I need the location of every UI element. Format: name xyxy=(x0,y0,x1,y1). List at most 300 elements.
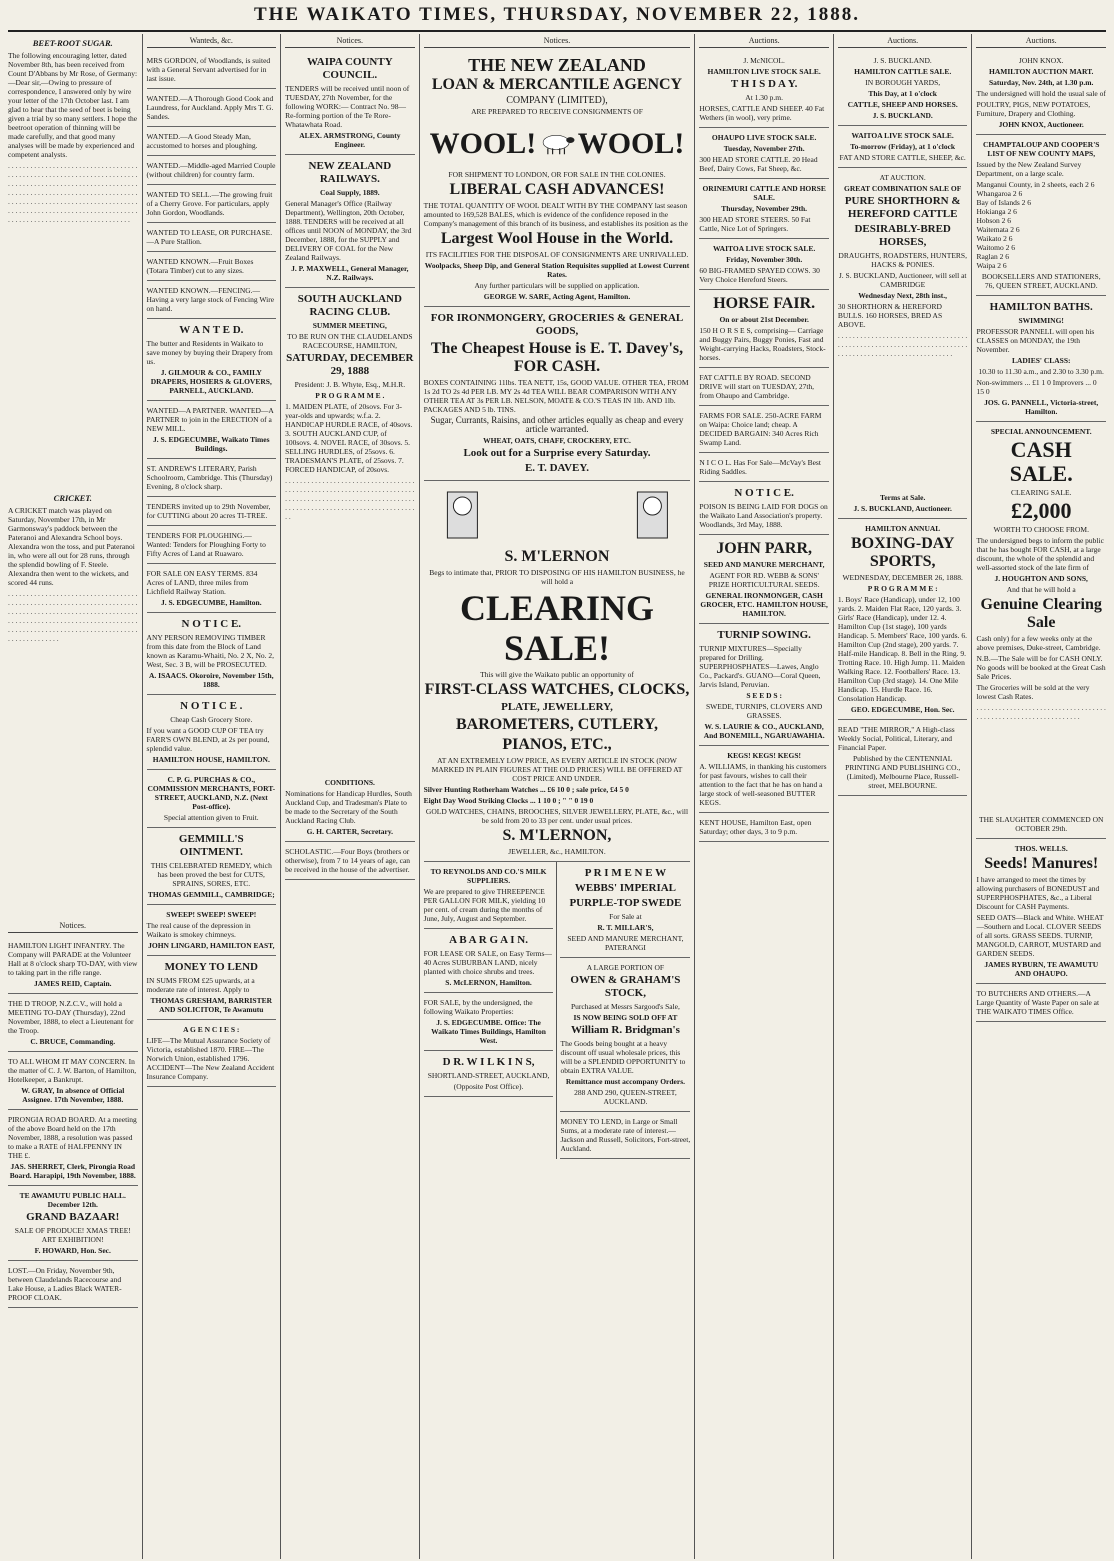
ad-title: GREAT COMBINATION SALE OF xyxy=(844,184,962,193)
ad-text: DRAUGHTS, ROADSTERS, HUNTERS, HACKS & PONIES. xyxy=(838,251,967,269)
baths-ad xyxy=(976,296,1106,422)
ohaupo-ad xyxy=(699,128,829,179)
ad-title: D R. W I L K I N S, xyxy=(442,1056,535,1068)
ad-date: Thursday, November 29th. xyxy=(721,204,808,213)
ad-title: N O T I C E. xyxy=(734,487,794,499)
ad-title: W A N T E D. xyxy=(179,324,244,336)
ad-signature: Special attention given to Fruit. xyxy=(163,813,259,822)
ad-amount-caption: WORTH TO CHOOSE FROM. xyxy=(993,525,1089,534)
ad-title: WAIPA COUNTY COUNCIL. xyxy=(306,56,393,81)
davey-ad xyxy=(424,307,691,481)
ad-text: WANTED KNOWN.—Fruit Boxes (Totara Timber) cut to any sizes. xyxy=(146,257,254,275)
ad-signature: S. M'LERNON, xyxy=(502,827,612,844)
ointment-ad xyxy=(147,828,277,905)
wool-left: WOOL! xyxy=(429,126,537,160)
ad-signature: GEO. EDGECUMBE, Hon. Sec. xyxy=(850,705,955,714)
watches-heading: FIRST-CLASS WATCHES, CLOCKS, xyxy=(424,681,690,698)
bazaar-venue: TE AWAMUTU PUBLIC HALL. December 12th. xyxy=(19,1191,126,1209)
cash-advances-heading: LIBERAL CASH ADVANCES! xyxy=(449,181,665,198)
price-row: Silver Hunting Rotherham Watches ... £6 10 0 ; sale price, £4 5 0 xyxy=(423,785,629,794)
ad-text: THE SLAUGHTER COMMENCED ON OCTOBER 29th. xyxy=(979,815,1104,833)
ad-officials: President: J. B. Whyte, Esq., M.H.R. xyxy=(294,380,406,389)
ad-title: MONEY TO LEND xyxy=(164,961,258,973)
ad-title: S. M'LERNON xyxy=(504,548,610,565)
ad-text: POULTRY, PIGS, NEW POTATOES, Furniture, Drapery and Clothing. xyxy=(976,100,1091,118)
ad-title: CHAMPTALOUP AND COOPER'S LIST OF NEW COUNTY MAPS, xyxy=(982,140,1100,158)
ad-title: JOHN PARR, xyxy=(716,540,812,557)
map-list-item: Waipa 2 6 xyxy=(976,261,1007,270)
ad-title: SOUTH AUCKLAND RACING CLUB. xyxy=(297,293,402,318)
auctions-heading: Auctions. xyxy=(699,36,829,48)
ad-text: FOR SALE ON EASY TERMS. 834 Acres of LAND, three miles from Lichfield Railway Station. xyxy=(146,569,258,596)
ad-signature: JAMES RYBURN, TE AWAMUTU AND OHAUPO. xyxy=(984,960,1099,978)
ad-text: 60 BIG-FRAMED SPAYED COWS. 30 Very Choice Hereford Steers. xyxy=(699,266,820,284)
money-lend-ad xyxy=(560,1112,690,1159)
turnip-ad xyxy=(699,624,829,746)
bankrupt-notice xyxy=(8,1052,138,1110)
notice-text: PIRONGIA ROAD BOARD. At a meeting of the above Board held on the 17th November, 1888, a resolution was passed to make a RATE of HALFPENNY IN THE £. xyxy=(8,1115,137,1160)
ad-text: THIS CELEBRATED REMEDY, which has been proved the best for CUTS, SPRAINS, SORES, ETC. xyxy=(150,861,272,888)
literary-ad xyxy=(147,459,277,497)
ad-date: T H I S D A Y. xyxy=(730,78,798,90)
parr-ad xyxy=(699,535,829,624)
ad-date: On or about 21st December. xyxy=(719,315,809,324)
purchas-ad xyxy=(147,770,277,828)
ad-signature: J. P. MAXWELL, General Manager, N.Z. Railways. xyxy=(291,264,409,282)
notice-text: HAMILTON LIGHT INFANTRY. The Company will PARADE at the Volunteer Hall at 8 o'clock sharp TO-DAY, with view to taking part in the rifle range. xyxy=(8,941,138,977)
ad-subtitle: SWIMMING! xyxy=(1018,316,1064,325)
ad-text: GOLD WATCHES, CHAINS, BROOCHES, SILVER JEWELLERY, PLATE, &c., will be sold from 20 to 33 per cent. under usual prices. xyxy=(425,807,689,825)
price-row: Eight Day Wood Striking Clocks ... 1 10 0 ; " " 0 19 0 xyxy=(423,796,594,805)
ad-text: TURNIP MIXTURES—Specially prepared for Drilling. SUPERPHOSPHATES—Lawes, Anglo Co., Packard's. GUANO—Coral Queen, Jarvis Island, Peruvian. xyxy=(699,644,821,689)
ad-text: WANTED—A PARTNER. WANTED—A PARTNER to join in the ERECTION of a NEW MILL. xyxy=(146,406,274,433)
ad-text: TENDERS invited up to 29th November, for CUTTING about 20 acres TI-TREE. xyxy=(146,502,271,520)
cricket-article: A CRICKET match was played on Saturday, November 17th, in Mr Garmonsway's paddock between the Pateranoi and Alexandra School boys. Alexandra won the toss, and put Pateranoi in, who were all out for 28 runs, through the splendid bowling of F. Steele. Alexandra then went to the wickets, and scored 44 runs. xyxy=(8,506,135,587)
waitoa-ad xyxy=(699,239,829,290)
ad-date: Friday, November 30th. xyxy=(726,255,803,264)
ad-text: WANTED KNOWN.—FENCING.—Having a very large stock of Fencing Wire on hand. xyxy=(146,286,275,313)
wilkins-ad xyxy=(424,1051,554,1097)
ad-text: Sugar, Currants, Raisins, and other articles equally as cheap and every article warranted. xyxy=(430,415,684,434)
ad-text: Woolpacks, Sheep Dip, and General Station Requisites supplied at Lowest Current Rates. xyxy=(424,261,690,279)
wells-ad xyxy=(976,839,1106,984)
wanted-ad xyxy=(147,281,277,319)
ad-date: WEDNESDAY, DECEMBER 26, 1888. xyxy=(842,573,963,582)
ad-text: C. P. G. PURCHAS & CO., COMMISSION MERCHANTS, FORT-STREET, AUCKLAND, N.Z. (Next Post-office). xyxy=(147,775,276,811)
ad-title: THE NEW ZEALAND xyxy=(468,55,646,75)
wool-banner xyxy=(424,118,691,168)
bridgman-ad xyxy=(560,958,690,1112)
ad-venue: IN BOROUGH YARDS, xyxy=(865,78,941,87)
ad-text: N.B.—The Sale will be for CASH ONLY. No goods will be booked at the Great Cash Sale Prices. xyxy=(976,654,1106,681)
ad-title-2: LOAN & MERCANTILE AGENCY xyxy=(431,76,683,93)
ad-date: Tuesday, November 27th. xyxy=(723,144,805,153)
millar-ad xyxy=(560,862,690,958)
map-list-item: Bay of Islands 2 6 xyxy=(976,198,1032,207)
ad-text: FAT CATTLE BY ROAD. SECOND DRIVE will start on TUESDAY, 27th, from Ohaupo and Cambridge. xyxy=(699,373,815,400)
ad-address: 288 AND 290, QUEEN-STREET, AUCKLAND. xyxy=(574,1088,677,1106)
ad-text: 150 H O R S E S, comprising— Carriage and Buggy Pairs, Buggy Ponies, Fast and Weight-carrying Hacks, Roadsters, Stock-horses. xyxy=(699,326,826,362)
notices-heading: Notices. xyxy=(8,921,138,933)
maps-list xyxy=(976,180,1106,270)
ad-text: 300 HEAD STORE STEERS. 50 Fat Cattle, Nice Lot of Springers. xyxy=(699,215,811,233)
ad-address: SHORTLAND-STREET, AUCKLAND, xyxy=(427,1071,550,1080)
ad-text: And that he will hold a xyxy=(1006,585,1076,594)
properties-ad xyxy=(424,993,554,1051)
ad-title: ORINEMURI CATTLE AND HORSE SALE. xyxy=(702,184,826,202)
railways-ad xyxy=(285,155,415,288)
wanted-ad xyxy=(147,89,277,127)
ad-signature: JOS. G. PANNELL, Victoria-street, Hamilton. xyxy=(984,398,1099,416)
poison-notice xyxy=(699,482,829,535)
ad-signature: J. GILMOUR & CO., FAMILY DRAPERS, HOSIERS & GLOVERS, PARNELL, AUCKLAND. xyxy=(150,368,272,395)
ad-text: AT AN EXTREMELY LOW PRICE, AS EVERY ARTICLE IN STOCK (NOW MARKED IN PLAIN FIGURES AT THE OLD PRICES) WILL BE OFFERED AT COST PRICE AND UNDER. xyxy=(431,756,683,783)
ad-title: HAMILTON LIVE STOCK SALE. xyxy=(707,67,821,76)
programme-filler: . . . . . . . . . . . . . . . . . . . . . . . . . . . . . . . . . . . . . . . . . . . . . . . . . . . . . . . . . . . . . . . . . . . . . . . . . . . . . . . . . . . . . . . . . . . . . . . . . . . . . . . . . . . . . . . . . . . . . . . . . . . . . . . . . . . . . . . . . . . . . . xyxy=(285,476,415,521)
ad-signature: J. S. BUCKLAND. xyxy=(872,111,933,120)
gilmour-ad xyxy=(147,319,277,401)
ad-text: The Groceries will be sold at the very lowest Cash Rates. xyxy=(976,683,1090,701)
column-2 xyxy=(143,34,282,1559)
timber-notice xyxy=(147,613,277,695)
ad-signature: ALEX. ARMSTRONG, County Engineer. xyxy=(299,131,401,149)
beet-article: The following encouraging letter, dated November 8th, has been received from Count D'Abbans by Mr Rose, of Germany:—Dear sir,—Owing to pressure of correspondence, I answered only by wire your letter of the 17th October last. I am glad to hear that the seed of beet is being given a trial by so many settlers. I hope the beetroot operation of thinning will be made carefully, and that good many analyses will be made by experienced and competent analysts. xyxy=(8,51,138,159)
ad-text: FARMS FOR SALE. 250-ACRE FARM on Waipa: Choice land; cheap. A DECIDED BARGAIN: 340 Acres Rich Swamp Land. xyxy=(699,411,822,447)
ad-signature: J. S. EDGECUMBE, Waikato Times Buildings. xyxy=(153,435,270,453)
farms-ad xyxy=(699,406,829,453)
waitoa-buckland-ad xyxy=(838,126,968,168)
wanted-ad xyxy=(147,185,277,223)
barometers-heading: BAROMETERS, CUTLERY, xyxy=(455,716,658,733)
ad-title: HORSE FAIR. xyxy=(713,295,816,312)
ad-text: FOR LEASE OR SALE, on Easy Terms—40 Acres SUBURBAN LAND, nicely planted with choice shrubs and trees. xyxy=(423,949,552,976)
wanted-ad xyxy=(147,156,277,185)
ploughing-ad xyxy=(147,526,277,564)
ad-auctioneer: J. S. BUCKLAND. xyxy=(873,56,932,65)
ad-text: LADIES' CLASS: xyxy=(1011,356,1071,365)
map-list-item: Hobson 2 6 xyxy=(976,216,1012,225)
ad-title: TURNIP SOWING. xyxy=(717,629,811,641)
boxing-day-ad xyxy=(838,519,968,720)
ad-title: WAITOA LIVE STOCK SALE. xyxy=(713,244,816,253)
kegs-ad xyxy=(699,746,829,813)
ad-title: HAMILTON BATHS. xyxy=(989,301,1093,313)
ad-signature: Published by the CENTENNIAL PRINTING AND PUBLISHING CO., (Limited), Melbourne Place, Russell-street, MELBOURNE. xyxy=(845,754,961,790)
ad-amount: £2,000 xyxy=(1010,498,1072,523)
ad-title-3: DESIRABLY-BRED HORSES, xyxy=(854,223,951,248)
ad-text: General Manager's Office (Railway Department), Wellington, 20th October, 1888. TENDERS will be received at all offices until NOON of MONDAY, the 3rd December, 1888, for the SUPPLY and DELIVERY OF COAL for the New Zealand Railways. xyxy=(285,199,412,262)
ad-title: HAMILTON AUCTION MART. xyxy=(989,67,1094,76)
cricket-filler: . . . . . . . . . . . . . . . . . . . . . . . . . . . . . . . . . . . . . . . . . . . . . . . . . . . . . . . . . . . . . . . . . . . . . . . . . . . . . . . . . . . . . . . . . . . . . . . . . . . . . . . . . . . . . . . . . . . . . . . . . . . . . . . . . . . . . . . . . . . . . . . . . . . . . . . . . . . . . . . . . . . . . . . . . . . . . . . . . . . . . . . . . . . . . xyxy=(8,589,138,643)
ad-auctioneer: JOHN KNOX. xyxy=(1018,56,1064,65)
ad-signature: G. H. CARTER, Secretary. xyxy=(306,827,394,836)
ad-text: A. WILLIAMS, in thanking his customers for past favours, wishes to call their attention to the fact that he has on hand a large stock of well-seasoned BUTTER KEGS. xyxy=(699,762,827,807)
mcnicol-ad xyxy=(699,51,829,128)
horse-fair-ad xyxy=(699,290,829,368)
combination-filler: . . . . . . . . . . . . . . . . . . . . . . . . . . . . . . . . . . . . . . . . . . . . . . . . . . . . . . . . . . . . . . . . . . . . . . . . . . . . . . . . . . . . . . . . . . . . . . . . . . . . . xyxy=(837,331,968,358)
ad-text: FOR SHIPMENT TO LONDON, OR FOR SALE IN THE COLONIES. xyxy=(448,170,666,179)
ad-title: A B A R G A I N. xyxy=(449,934,528,946)
d-troop-notice xyxy=(8,994,138,1052)
ad-title: SWEEP! SWEEP! SWEEP! xyxy=(166,910,257,919)
ad-intro: ARE PREPARED TO RECEIVE CONSIGNMENTS OF xyxy=(471,107,643,116)
ad-text: Begs to intimate that, PRIOR TO DISPOSING OF HIS HAMILTON BUSINESS, he will hold a xyxy=(429,568,685,586)
mirror-ad xyxy=(838,720,968,796)
ad-text: MRS GORDON, of Woodlands, is suited with a General Servant advertised for in last issue. xyxy=(146,56,271,83)
ad-text: FOR SALE, by the undersigned, the following Waikato Properties: xyxy=(423,998,533,1016)
ad-text: N I C O L. Has For Sale—McVay's Best Riding Saddles. xyxy=(699,458,821,476)
conditions-heading: CONDITIONS. xyxy=(324,778,375,787)
ad-text: I have arranged to meet the times by allowing purchasers of BONEDUST and SUPERPHOSPHATES, &c., a Liberal Discount for CASH Payments. xyxy=(976,875,1100,911)
ad-title: A G E N C I E S : xyxy=(183,1025,240,1034)
notice-signature: JAMES REID, Captain. xyxy=(34,979,112,988)
wanted-ad xyxy=(147,223,277,252)
notice-signature: F. HOWARD, Hon. Sec. xyxy=(34,1246,111,1255)
saddles-ad xyxy=(699,453,829,482)
map-list-item: Waikato 2 6 xyxy=(976,234,1013,243)
ad-text: THE TOTAL QUANTITY OF WOOL DEALT WITH BY THE COMPANY last season amounted to 169,528 BALES, which is evidence of the confidence reposed in the Company's management of this branch of its business, and establishes its position as the xyxy=(423,201,688,228)
beet-heading: BEET-ROOT SUGAR. xyxy=(32,38,113,48)
ad-text: This will give the Waikato public an opportunity of xyxy=(480,670,634,679)
ad-text: WANTED TO SELL.—The growing fruit of a Cherry Grove. For particulars, apply John Gordon, Woodlands. xyxy=(146,190,273,217)
ad-signature: HAMILTON HOUSE, HAMILTON. xyxy=(152,755,270,764)
ad-text: TENDERS will be received until noon of TUESDAY, 27th November, for the following WORK:— Contract No. 98—Re-forming portion of the Te Rore-Whatawhata Road. xyxy=(285,84,410,129)
ad-signature: GEORGE W. SARE, Acting Agent, Hamilton. xyxy=(483,292,631,301)
ad-signature: JOHN LINGARD, HAMILTON EAST, xyxy=(148,941,275,950)
notice-signature: W. GRAY, In absence of Official Assignee. 17th November, 1888. xyxy=(21,1086,125,1104)
ad-title-2: PURE SHORTHORN & HEREFORD CATTLE xyxy=(844,195,961,220)
ad-signature: THOMAS GEMMILL, CAMBRIDGE; xyxy=(147,890,275,899)
ad-subtitle: SEED AND MANURE MERCHANT, xyxy=(703,560,825,569)
nz-loan-ad xyxy=(424,51,691,307)
ad-signature: J. S. EDGECUMBE, Hamilton. xyxy=(160,598,262,607)
ad-time: At 1.30 p.m. xyxy=(745,93,784,102)
ad-text: FAT AND STORE CATTLE, SHEEP, &c. xyxy=(839,153,966,162)
ad-text: J. S. BUCKLAND, Auctioneer, will sell at CAMBRIDGE xyxy=(838,271,967,289)
ad-date: Wednesday Next, 28th inst., xyxy=(858,291,948,300)
ad-text: Any further particulars will be supplied on application. xyxy=(474,281,640,290)
ad-title: OWEN & GRAHAM'S STOCK, xyxy=(570,974,681,999)
cricket-heading: CRICKET. xyxy=(53,493,92,503)
auctions-heading: Auctions. xyxy=(838,36,968,48)
pirongia-notice xyxy=(8,1110,138,1186)
sweep-ad xyxy=(147,905,277,956)
surprise-heading: Look out for a Surprise every Saturday. xyxy=(463,447,651,459)
ad-text: 300 HEAD STORE CATTLE. 20 Head Beef, Dairy Cows, Fat Sheep, &c. xyxy=(699,155,818,173)
ad-text: The Goods being bought at a heavy discount off usual wholesale prices, this will be a SPLENDID OPPORTUNITY to obtain EXTRA VALUE. xyxy=(560,1039,686,1075)
ad-signature: S. McLERNON, Hamilton. xyxy=(445,978,532,987)
ad-text: PROFESSOR PANNELL will open his CLASSES on MONDAY, the 19th November. xyxy=(976,327,1095,354)
ad-signature: BOOKSELLERS AND STATIONERS, 76, QUEEN STREET, AUCKLAND. xyxy=(981,272,1101,290)
notice-text: TO ALL WHOM IT MAY CONCERN. In the matter of C. J. W. Barton, of Hamilton, Hotelkeeper, a Bankrupt. xyxy=(8,1057,137,1084)
grocery-notice xyxy=(147,695,277,770)
racing-club-ad xyxy=(285,288,415,842)
pianos-heading: PIANOS, ETC., xyxy=(502,736,612,753)
ad-signature: E. T. DAVEY. xyxy=(524,462,590,474)
lower-left xyxy=(424,862,558,1159)
map-list-item: Whangaroa 2 6 xyxy=(976,189,1023,198)
ad-title: GEMMILL'S OINTMENT. xyxy=(178,833,244,858)
ad-text: ITS FACILITIES FOR THE DISPOSAL OF CONSIGNMENTS ARE UNRIVALLED. xyxy=(425,250,689,259)
ad-text: IN SUMS FROM £25 upwards, at a moderate rate of interest. Apply to xyxy=(146,976,255,994)
ad-text: CATTLE, SHEEP AND HORSES. xyxy=(847,100,958,109)
lost-notice xyxy=(8,1261,138,1308)
ad-text: ANY PERSON REMOVING TIMBER from this date from the Block of Land known as Karamu-Whaiti, No. 2 X, No. 2, West, Sec. 3 B, will be PROSECUTED. xyxy=(146,633,275,669)
ad-text: ST. ANDREW'S LITERARY, Parish Schoolroom, Cambridge. This (Thursday) Evening, 8 o'clock sharp. xyxy=(146,464,273,491)
ad-text: (Opposite Post Office). xyxy=(453,1082,524,1091)
ad-title: KEGS! KEGS! KEGS! xyxy=(727,751,802,760)
money-ad xyxy=(147,956,277,1020)
ad-auctioneer: J. McNICOL. xyxy=(743,56,785,65)
ad-title-2: William R. Bridgman's xyxy=(570,1024,680,1036)
light-infantry-notice xyxy=(8,936,138,994)
ad-text: Issued by the New Zealand Survey Department, on a large scale. xyxy=(976,160,1082,178)
programme-text: 1. MAIDEN PLATE, of 20sovs. For 3-year-olds and upwards; w.f.a. 2. HANDICAP HURDLE RACE, of 40sovs. 3. SOUTH AUCKLAND CUP, of 100sovs. 4. NOVEL RACE, of 30sovs. 5. SELLING HURDLES, of 25sovs. 6. TRADESMAN'S PLATE, of 25sovs. 7. FORCED HANDICAP, of 20sovs. xyxy=(285,402,413,474)
notice-signature: C. BRUCE, Commanding. xyxy=(30,1037,116,1046)
ad-firm: J. HOUGHTON AND SONS, xyxy=(994,574,1088,583)
clock-icon xyxy=(424,484,691,544)
ad-signature: THOS. WELLS. xyxy=(1014,844,1068,853)
sheep-icon xyxy=(536,122,577,164)
notices-heading: Notices. xyxy=(424,36,691,48)
ad-terms: Terms at Sale. xyxy=(880,493,926,502)
ad-title: P R I M E N E W xyxy=(584,867,667,879)
notices-heading: Notices. xyxy=(285,36,415,48)
ad-intro: A LARGE PORTION OF xyxy=(586,963,665,972)
auctions-heading: Auctions. xyxy=(976,36,1106,48)
kent-house-ad xyxy=(699,813,829,842)
ad-title: N O T I C E . xyxy=(180,700,243,712)
lower-right xyxy=(557,862,690,1159)
ad-text: AGENT FOR RD. WEBB & SONS' PRIZE HORTICULTURAL SEEDS. xyxy=(708,571,820,589)
ad-title: OHAUPO LIVE STOCK SALE. xyxy=(711,133,817,142)
ad-date: Saturday, Nov. 24th, at 1.30 p.m. xyxy=(989,78,1094,87)
ad-signature: W. S. LAURIE & CO., AUCKLAND, And BONEMILL, NGARUAWAHIA. xyxy=(703,722,825,740)
wanteds-heading: Wanteds, &c. xyxy=(147,36,277,48)
ad-signature: J. S. BUCKLAND, Auctioneer. xyxy=(853,504,952,513)
ad-title: FOR IRONMONGERY, GROCERIES & GENERAL GOODS, xyxy=(430,312,684,337)
ad-text: KENT HOUSE, Hamilton East, open Saturday; other days, 3 to 9 p.m. xyxy=(699,818,812,836)
tenders-ad xyxy=(147,497,277,526)
ad-subtitle: Cheap Cash Grocery Store. xyxy=(170,715,253,724)
waste-paper-ad xyxy=(976,984,1106,1022)
ad-subtitle: Coal Supply, 1889. xyxy=(320,188,380,197)
ad-venue: TO BE RUN ON THE CLAUDELANDS RACECOURSE, HAMILTON, xyxy=(287,332,413,350)
ad-text: For Sale at xyxy=(609,912,642,921)
knox-ad xyxy=(976,51,1106,135)
masthead xyxy=(8,0,1106,32)
ad-subtitle: COMPANY (LIMITED), xyxy=(506,95,608,106)
column-4-5 xyxy=(420,34,696,1559)
ad-subtitle: S E E D S : xyxy=(746,691,782,700)
ad-signature: JOHN KNOX, Auctioneer. xyxy=(998,120,1084,129)
lower-split xyxy=(424,862,691,1159)
column-8 xyxy=(972,34,1110,1559)
ad-text: WANTED.—Middle-aged Married Couple (without children) for country farm. xyxy=(146,161,276,179)
ad-address: JEWELLER, &c., HAMILTON. xyxy=(508,847,606,856)
ad-text: HORSES, CATTLE AND SHEEP. 40 Fat Wethers (in wool), very prime. xyxy=(699,104,825,122)
column-7 xyxy=(834,34,973,1559)
ad-text: LIFE—The Mutual Assurance Society of Victoria, established 1870. FIRE—The Norwich Union, established 1796. ACCIDENT—The New Zealand Accident Insurance Company. xyxy=(146,1036,275,1081)
map-list-item: Waitomo 2 6 xyxy=(976,243,1016,252)
ad-text: SEED OATS—Black and White. WHEAT—Southern and Local. CLOVER SEEDS of all sorts. GRASS SEEDS. TURNIP, MANGOLD, CARROT, MUSTARD and GARDEN SEEDS. xyxy=(976,913,1104,958)
ad-intro: SPECIAL ANNOUNCEMENT. xyxy=(990,427,1092,436)
ad-text: WANTED.—A Thorough Good Cook and Laundress, for Auckland. Apply Mrs T. G. Sandes. xyxy=(146,94,274,121)
ad-text: Cash only) for a few weeks only at the above premises, Duke-street, Cambridge. xyxy=(976,634,1101,652)
column-6 xyxy=(695,34,834,1559)
ad-title: WAITOA LIVE STOCK SALE. xyxy=(851,131,954,140)
ad-signature: A. ISAACS. Okoroire, November 15th, 1888. xyxy=(149,671,274,689)
masthead-title: THE WAIKATO TIMES, THURSDAY, NOVEMBER 22, 1888. xyxy=(253,4,861,25)
map-list-item: Hokianga 2 6 xyxy=(976,207,1017,216)
ad-date: SATURDAY, DECEMBER 29, 1888 xyxy=(286,352,414,377)
wanted-ad xyxy=(147,51,277,89)
ad-text: We are prepared to give THREEPENCE PER GALLON FOR MILK, yielding 10 per cent. of cream during the months of June, July, August and September. xyxy=(423,887,546,923)
buckland-ad xyxy=(838,51,968,126)
map-list-item: Raglan 2 6 xyxy=(976,252,1009,261)
plate-heading: PLATE, JEWELLERY, xyxy=(501,701,613,713)
ad-subtitle: SUMMER MEETING, xyxy=(312,321,387,330)
waipa-council-ad xyxy=(285,51,415,155)
maps-ad xyxy=(976,135,1106,296)
ad-text: Purchased at Messrs Sargood's Sale, xyxy=(570,1002,680,1011)
bargain-ad xyxy=(424,929,554,993)
ad-text: BOXES CONTAINING 11lbs. TEA NETT, 15s, GOOD VALUE. OTHER TEA, FROM 1s 2d TO 2s 4d PER LB. MY 2s 4d TEA WILL BEAR COMPARISON WITH ANY OTHER TEA AT 3s PER LB. NELSON, MOATE & CO.'S TEAS IN 1lb. AND 1lb. PACKAGES AND 5 lb. TINS. xyxy=(423,378,689,414)
ad-text: IS NOW BEING SOLD OFF AT xyxy=(573,1013,678,1022)
ad-text: 10.30 to 11.30 a.m., and 2.30 to 3.30 p.m. xyxy=(978,367,1104,376)
notice-text: THE D TROOP, N.Z.C.V., will hold a MEETING TO-DAY (Thursday), 22nd November, 1888, to elect a Lieutenant for the Troop. xyxy=(8,999,134,1035)
ad-title: N O T I C E. xyxy=(181,618,242,630)
ad-date: To-morrow (Friday), at 1 o'clock xyxy=(850,142,956,151)
genuine-clearing-heading: Genuine Clearing Sale xyxy=(980,596,1102,631)
ad-title: CASH SALE. xyxy=(1009,437,1073,486)
ad-text: The butter and Residents in Waikato to save money by buying their Drapery from us. xyxy=(146,339,273,366)
ad-text: WANTED TO LEASE, OR PURCHASE.—A Pure Stallion. xyxy=(146,228,273,246)
columns xyxy=(4,34,1110,1559)
ad-text: MONEY TO LEND, in Large or Small Sums, at a moderate rate of interest.—Jackson and Russell, Solicitors, Fort-street, Auckland. xyxy=(560,1117,691,1153)
ad-title-2: BOXING-DAY SPORTS, xyxy=(850,535,955,570)
ad-title: TO REYNOLDS AND CO.'S MILK SUPPLIERS. xyxy=(430,867,547,885)
ad-title-2: WEBBS' IMPERIAL xyxy=(574,882,677,894)
ad-text: READ "THE MIRROR," A High-class Weekly Social, Political, Literary, and Financial Paper. xyxy=(837,725,955,752)
ad-text: WANTED.—A Good Steady Man, accustomed to horses and ploughing. xyxy=(146,132,258,150)
ad-text: If you want a GOOD CUP OF TEA try FARR'S OWN BLEND, at 2s per pound, splendid value. xyxy=(146,726,270,753)
ad-signature: THOMAS GRESHAM, BARRISTER AND SOLICITOR, Te Awamutu xyxy=(150,996,273,1014)
ad-text: 30 SHORTHORN & HEREFORD BULLS. 160 HORSES, BRED AS ABOVE. xyxy=(837,302,943,329)
ad-text: SWEDE, TURNIPS, CLOVERS AND GRASSES. xyxy=(705,702,823,720)
ad-text: The undersigned will hold the usual sale of xyxy=(976,89,1106,98)
ad-date: This Day, at 1 o'clock xyxy=(868,89,937,98)
largest-wool-house: Largest Wool House in the World. xyxy=(440,230,674,247)
ad-text: The undersigned begs to inform the public that he has bought FOR CASH, at a large discount, the whole of the splendid and well-assorted stock of the late firm of xyxy=(976,536,1104,572)
ad-text: TENDERS FOR PLOUGHING.—Wanted: Tenders for Ploughing Forty to Fifty Acres of Land at Ruawaro. xyxy=(146,531,266,558)
land-sale-ad xyxy=(147,564,277,613)
agencies-ad xyxy=(147,1020,277,1087)
notice-signature: JAS. SHERRET, Clerk, Pirongia Road Board. Harapipi, 19th November, 1888. xyxy=(9,1162,136,1180)
ad-address: SEED AND MANURE MERCHANT, PATERANGI xyxy=(567,934,684,952)
combination-sale-ad xyxy=(838,168,968,519)
ad-title: NEW ZEALAND RAILWAYS. xyxy=(308,160,392,185)
ad-text: TO BUTCHERS AND OTHERS.—A Large Quantity of Waste Paper on sale at THE WAIKATO TIMES Office. xyxy=(976,989,1100,1016)
ad-intro: AT AUCTION. xyxy=(879,173,926,182)
ad-signature: J. S. EDGECUMBE. Office: The Waikato Times Buildings, Hamilton West. xyxy=(431,1018,546,1045)
scholastic-ad xyxy=(285,842,415,880)
clearing-sale-heading: CLEARING SALE! xyxy=(459,588,654,668)
programme-text: 1. Boys' Race (Handicap), under 12, 100 yards. 2. Maiden Flat Race, 120 yards. 3. Girls' Race (Handicap), under 12. 4. Hamilton Cup (1st stage), 100 yards Handicap. 5. Members' Race, 100 yards. 6. Hamilton Cup (2nd stage), 200 yards. 7. Half-mile Handicap. 8. Bell in the Ring. 9. Trotting Race. 10. High Jump. 11. Maiden Walking Race. 12. Footballers' Race. 13. Hamilton Cup (3rd stage). 14. One Mile Handicap. 15. Hurdle Race. 16. Consolation Handicap. xyxy=(837,595,967,703)
beet-article-filler: . . . . . . . . . . . . . . . . . . . . . . . . . . . . . . . . . . . . . . . . . . . . . . . . . . . . . . . . . . . . . . . . . . . . . . . . . . . . . . . . . . . . . . . . . . . . . . . . . . . . . . . . . . . . . . . . . . . . . . . . . . . . . . . . . . . . . . . . . . . . . . . . . . . . . . . . . . . . . . . . . . . . . . . . . . . . . . . . . . . . . . . . . . . . . . . . . . . . . . . . . . . . . . . . . . . . . . . . . . . . . . . . . . . . . . . . . . . . . . . . . . . xyxy=(8,161,138,224)
wanted-ad xyxy=(147,252,277,281)
ad-text: POISON IS BEING LAID FOR DOGS on the Waikato Land Association's property. Woodlands, 3rd May, 1888. xyxy=(699,502,828,529)
